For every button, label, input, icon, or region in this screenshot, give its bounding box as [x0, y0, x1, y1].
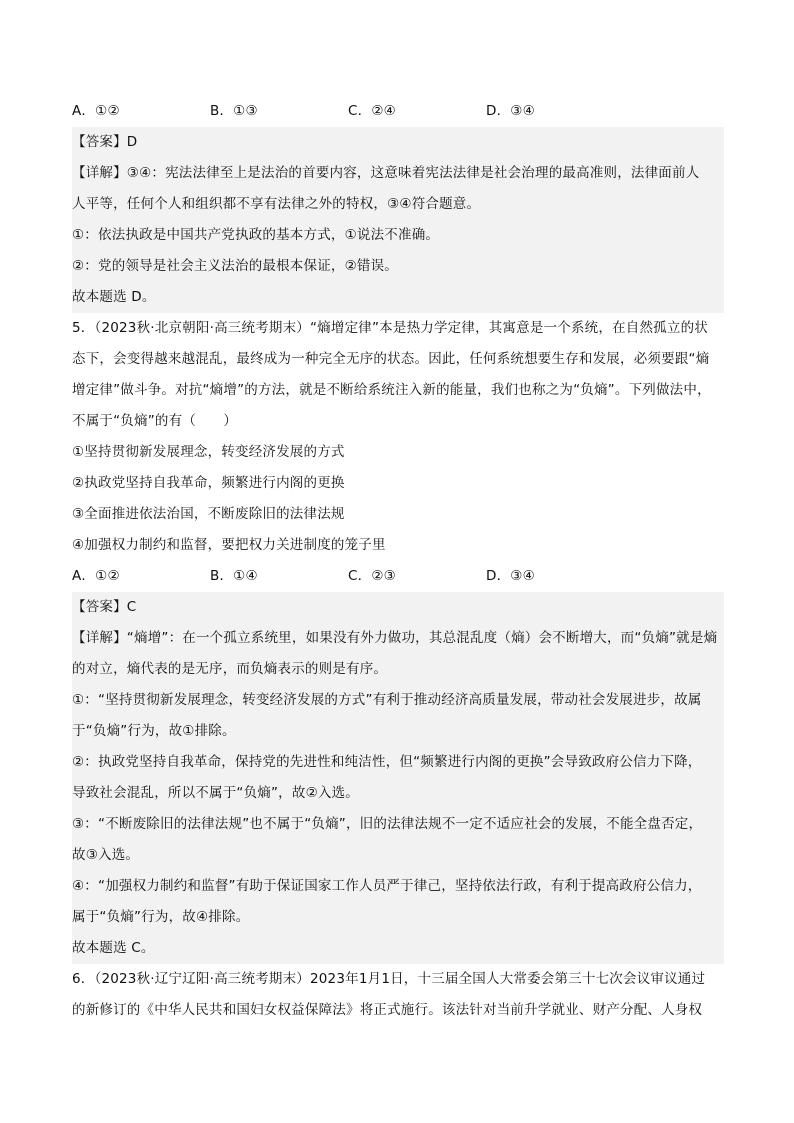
- question-options: [72, 561, 724, 592]
- explanation-line: ②：党的领导是社会主义法治的最根本保证，②错误。: [72, 258, 399, 274]
- explanation-line: ①：依法执政是中国共产党执政的基本方式，①说法不准确。: [72, 227, 440, 243]
- question-6: [72, 964, 724, 1026]
- explanation-line: 故③入选。: [72, 847, 140, 863]
- document-content: [72, 96, 724, 1026]
- explanation-line: ④：“加强权力制约和监督”有助于保证国家工作人员严于律己，坚持依法行政，有利于提高政府公信力，: [72, 878, 702, 894]
- answer-line: 【答案】C: [72, 599, 137, 615]
- question-stem-line: 增定律”做斗争。对抗“熵增”的方法，就是不断给系统注入新的能量，我们也称之为“负熵”。下列做法中，: [72, 382, 711, 398]
- option-b: B．①④: [210, 568, 258, 584]
- statement-item: ②执政党坚持自我革命，频繁进行内阁的更换: [72, 475, 345, 491]
- explanation-line: 属于“负熵”行为，故④排除。: [72, 909, 250, 925]
- statement-item: ③全面推进依法治国，不断废除旧的法律法规: [72, 506, 345, 522]
- explanation-line: 故本题选 D。: [72, 289, 156, 305]
- explanation-line: 【详解】“熵增”：在一个孤立系统里，如果没有外力做功，其总混乱度（熵）会不断增大，而“负熵”就是熵: [72, 630, 718, 646]
- explanation-line: ③：“不断废除旧的法律法规”也不属于“负熵”，旧的法律法规不一定不适应社会的发展，不能全盘否定，: [72, 816, 703, 832]
- question-5: [72, 313, 724, 592]
- question-stem-line: 5．（2023秋·北京朝阳·高三统考期末）“熵增定律”本是热力学定律，其寓意是一个系统，在自然孤立的状: [72, 320, 708, 336]
- answer-line: 【答案】D: [72, 134, 138, 150]
- explanation-line: 的对立，熵代表的是无序，而负熵表示的则是有序。: [72, 661, 388, 677]
- explanation-line: 于“负熵”行为，故①排除。: [72, 723, 236, 739]
- question-stem-line: 的新修订的《中华人民共和国妇女权益保障法》将正式施行。该法针对当前升学就业、财产分配、人身权: [72, 1002, 703, 1018]
- statement-item: ①坚持贯彻新发展理念，转变经济发展的方式: [72, 444, 345, 460]
- explanation-line: 导致社会混乱，所以不属于“负熵”，故②入选。: [72, 785, 359, 801]
- explanation-line: 故本题选 C。: [72, 940, 155, 956]
- prev-question-options: [72, 96, 724, 127]
- statement-item: ④加强权力制约和监督，要把权力关进制度的笼子里: [72, 537, 386, 553]
- q4-analysis-block: [72, 127, 724, 313]
- explanation-line: 人平等，任何个人和组织都不享有法律之外的特权，③④符合题意。: [72, 196, 481, 212]
- explanation-line: 【详解】③④：宪法法律至上是法治的首要内容，这意味着宪法法律是社会治理的最高准则，法律面前人: [72, 165, 700, 181]
- option-a: A．①②: [72, 568, 120, 584]
- question-stem-line: 不属于“负熵”的有（ ）: [72, 413, 238, 429]
- option-b: B．①③: [210, 103, 258, 119]
- question-stem-line: 6．（2023秋·辽宁辽阳·高三统考期末）2023年1月1日，十三届全国人大常委会第三十七次会议审议通过: [72, 971, 706, 987]
- option-d: D．③④: [486, 103, 535, 119]
- explanation-line: ①：“坚持贯彻新发展理念，转变经济发展的方式”有利于推动经济高质量发展，带动社会发展进步，故属: [72, 692, 702, 708]
- option-d: D．③④: [486, 568, 535, 584]
- question-stem-line: 态下，会变得越来越混乱，最终成为一种完全无序的状态。因此，任何系统想要生存和发展，必须要跟“熵: [72, 351, 710, 367]
- option-c: C．②③: [348, 568, 396, 584]
- explanation-line: ②：执政党坚持自我革命，保持党的先进性和纯洁性，但“频繁进行内阁的更换”会导致政府公信力下降，: [72, 754, 702, 770]
- q5-analysis-block: [72, 592, 724, 964]
- option-c: C．②④: [348, 103, 396, 119]
- option-a: A．①②: [72, 103, 120, 119]
